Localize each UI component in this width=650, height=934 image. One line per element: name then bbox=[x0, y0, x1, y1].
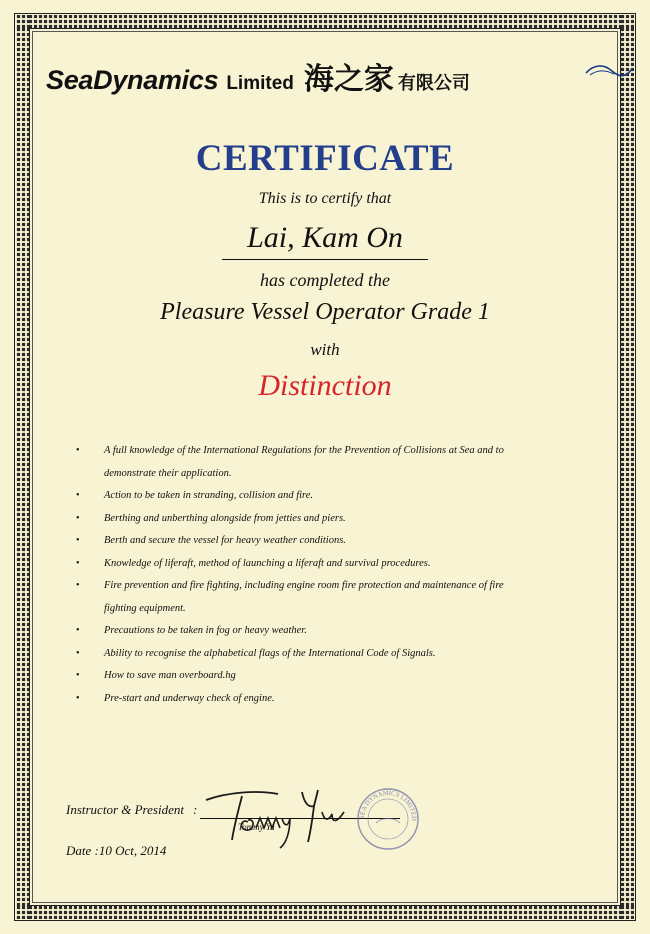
list-item-text: How to save man overboard.hg bbox=[104, 670, 236, 681]
course-name: Pleasure Vessel Operator Grade 1 bbox=[160, 299, 490, 325]
bullet-icon: • bbox=[76, 670, 80, 681]
list-item bbox=[70, 620, 575, 643]
competency-list bbox=[70, 440, 575, 710]
bullet-icon: • bbox=[76, 490, 80, 501]
list-item bbox=[70, 530, 575, 553]
bullet-icon: • bbox=[76, 625, 80, 636]
list-item bbox=[70, 485, 575, 508]
list-item-text: Berthing and unberthing alongside from jetties and piers. bbox=[104, 512, 346, 524]
list-item-text: Ability to recognise the alphabetical flags of the International Code of Signals. bbox=[104, 647, 436, 659]
list-item bbox=[70, 665, 575, 688]
bullet-icon: • bbox=[76, 535, 80, 546]
list-item-text: Fire prevention and fire fighting, including engine room fire protection and maintenance of fire bbox=[104, 580, 504, 591]
company-suffix-chinese: 有限公司 bbox=[397, 73, 470, 94]
list-item bbox=[70, 440, 575, 463]
bullet-icon: • bbox=[76, 512, 80, 524]
list-item-text: Knowledge of liferaft, method of launching a liferaft and survival procedures. bbox=[104, 557, 431, 569]
bullet-icon: • bbox=[76, 647, 80, 659]
signature-colon: : bbox=[193, 802, 198, 817]
recipient-underline bbox=[222, 259, 428, 260]
recipient-name: Lai, Kam On bbox=[247, 221, 403, 254]
company-seal-icon bbox=[356, 787, 420, 851]
list-item-text: Action to be taken in stranding, collision and fire. bbox=[104, 490, 314, 501]
bullet-icon: • bbox=[76, 692, 80, 704]
list-item-text: fighting equipment. bbox=[104, 602, 186, 614]
list-item bbox=[70, 643, 575, 666]
bullet-icon: • bbox=[76, 557, 80, 569]
list-item-continuation bbox=[70, 598, 575, 621]
list-item bbox=[70, 553, 575, 576]
company-name: SeaDynamics bbox=[46, 65, 219, 95]
grade-distinction: Distinction bbox=[258, 369, 392, 402]
signature-label: Instructor & President bbox=[66, 802, 184, 817]
list-item-text: A full knowledge of the International Regulations for the Prevention of Collisions at Sea and to bbox=[104, 445, 504, 456]
signature-block bbox=[66, 790, 586, 870]
list-item-text: Precautions to be taken in fog or heavy weather. bbox=[104, 625, 307, 636]
certify-line: This is to certify that bbox=[258, 190, 392, 207]
issue-date: Date :10 Oct, 2014 bbox=[66, 843, 167, 858]
svg-text:SEA DYNAMICS LIMITED bbox=[359, 790, 417, 821]
list-item bbox=[70, 688, 575, 711]
list-item-continuation bbox=[70, 463, 575, 486]
company-suffix: Limited bbox=[226, 73, 294, 94]
list-item bbox=[70, 508, 575, 531]
with-line: with bbox=[310, 340, 340, 359]
bullet-icon: • bbox=[76, 445, 80, 456]
list-item bbox=[70, 575, 575, 598]
signatory-name: Tommy Yu bbox=[238, 822, 275, 832]
company-header bbox=[46, 54, 616, 97]
seal-text: SEA DYNAMICS LIMITED bbox=[358, 789, 418, 821]
certificate-title: CERTIFICATE bbox=[195, 138, 455, 179]
list-item-text: Pre-start and underway check of engine. bbox=[104, 692, 275, 704]
company-name-chinese: 海之家 bbox=[303, 62, 394, 97]
completed-line: has completed the bbox=[260, 270, 390, 290]
list-item-text: Berth and secure the vessel for heavy weather conditions. bbox=[104, 535, 346, 546]
list-item-text: demonstrate their application. bbox=[104, 467, 232, 479]
wave-logo-icon bbox=[584, 60, 634, 82]
bullet-icon: • bbox=[76, 580, 80, 591]
